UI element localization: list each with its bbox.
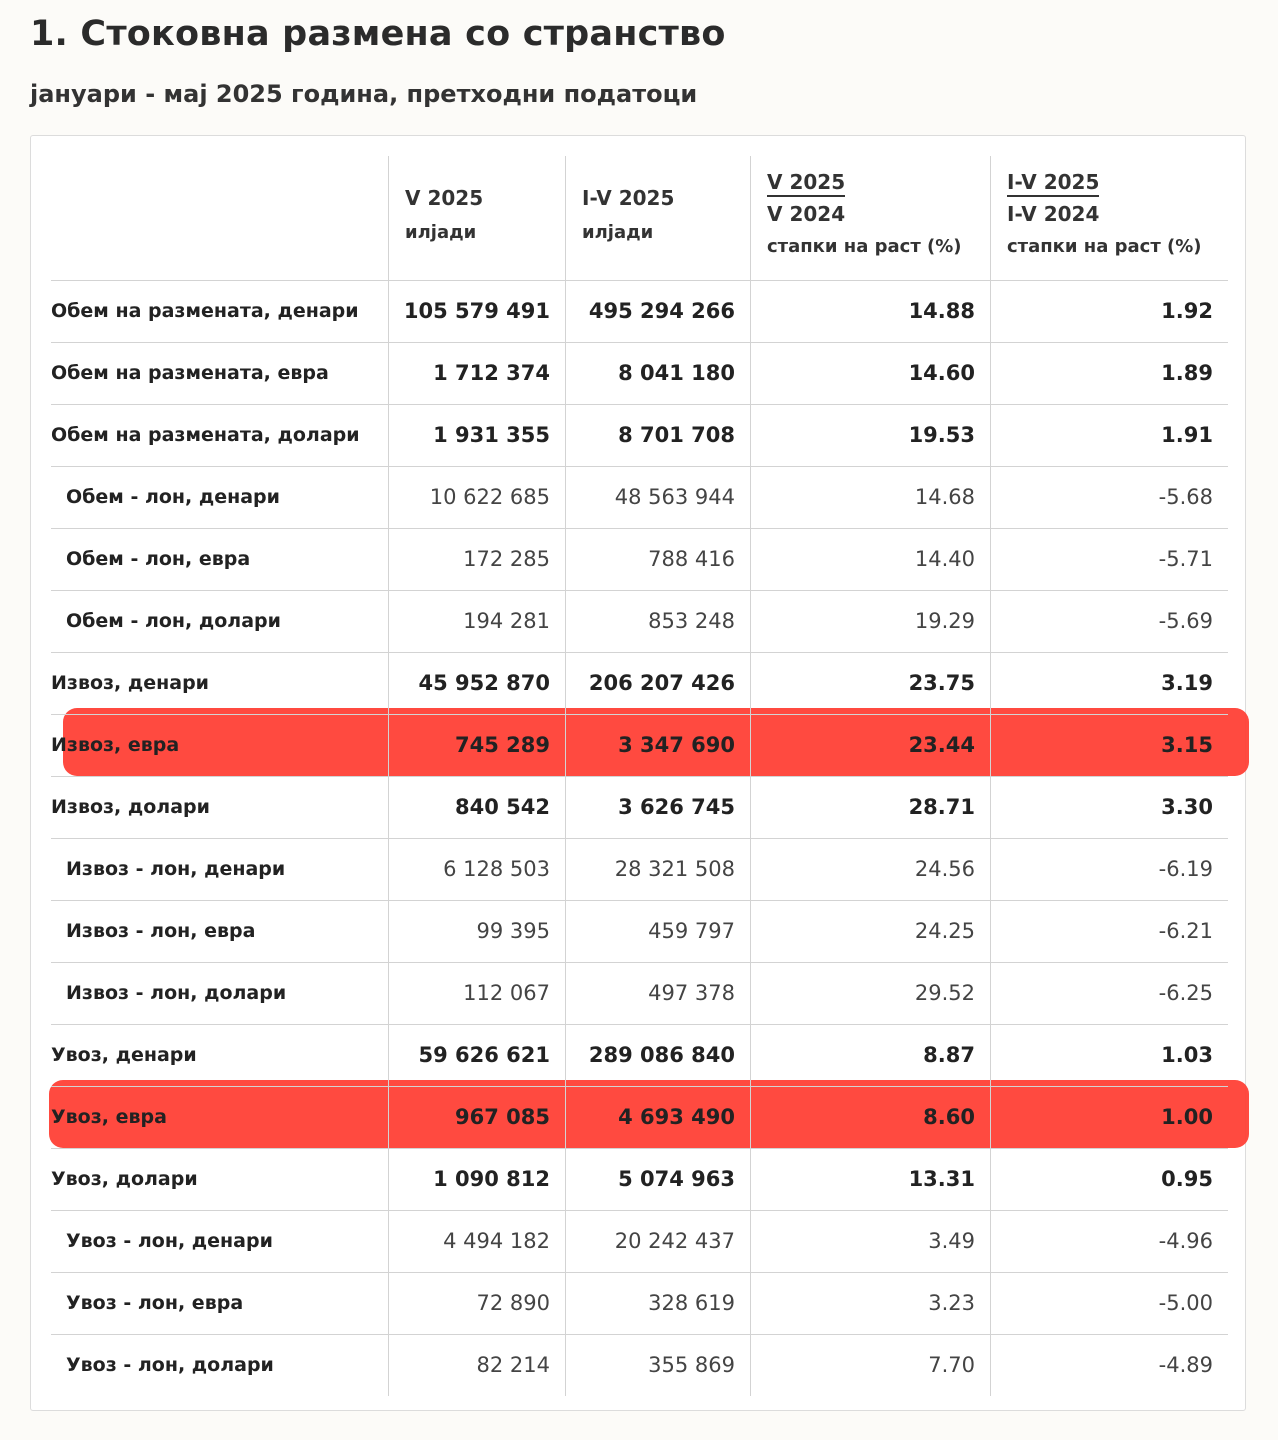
cell-growth-v: 3.23: [750, 1273, 990, 1334]
cell-growth-v: 19.29: [750, 591, 990, 652]
table-row: [51, 1211, 1228, 1273]
header-growth-v-numerator: V 2025: [767, 170, 845, 197]
cell-growth-v: 14.68: [750, 467, 990, 528]
cell-growth-iv: -6.25: [990, 963, 1228, 1024]
cell-v2025: 1 090 812: [388, 1149, 565, 1210]
cell-growth-iv: 1.92: [990, 281, 1228, 342]
table-card: [30, 135, 1246, 1411]
row-label: Извоз - лон, долари: [66, 982, 287, 1004]
cell-growth-iv: 1.91: [990, 405, 1228, 466]
cell-iv2025: 355 869: [565, 1335, 750, 1396]
cell-growth-v: 14.60: [750, 343, 990, 404]
table-row: [51, 1273, 1228, 1335]
header-empty: [51, 156, 388, 280]
cell-iv2025: 289 086 840: [565, 1025, 750, 1086]
cell-growth-iv: 1.00: [990, 1087, 1228, 1148]
cell-growth-iv: -4.96: [990, 1211, 1228, 1272]
row-label: Увоз, денари: [51, 1044, 197, 1066]
cell-iv2025: 788 416: [565, 529, 750, 590]
cell-v2025: 967 085: [388, 1087, 565, 1148]
cell-iv2025: 28 321 508: [565, 839, 750, 900]
table-row: [51, 529, 1228, 591]
table-row: [51, 1335, 1228, 1396]
row-label: Извоз, евра: [51, 734, 180, 756]
cell-iv2025: 3 347 690: [565, 715, 750, 776]
row-label: Увоз - лон, долари: [66, 1354, 274, 1376]
row-label: Извоз, денари: [51, 672, 209, 694]
cell-growth-iv: 3.30: [990, 777, 1228, 838]
cell-growth-iv: -5.69: [990, 591, 1228, 652]
cell-growth-iv: -5.00: [990, 1273, 1228, 1334]
row-label: Обем на размената, долари: [51, 424, 360, 446]
cell-v2025: 840 542: [388, 777, 565, 838]
cell-v2025: 172 285: [388, 529, 565, 590]
page-title: 1. Стоковна размена со странство: [30, 14, 726, 54]
table-body: [51, 281, 1228, 1396]
cell-growth-v: 14.40: [750, 529, 990, 590]
table-row: [51, 343, 1228, 405]
row-label: Увоз, долари: [51, 1168, 198, 1190]
table-row: [51, 467, 1228, 529]
row-label: Обем - лон, евра: [66, 548, 251, 570]
table-row: [51, 1025, 1228, 1087]
row-label: Извоз - лон, евра: [66, 920, 256, 942]
header-growth-v-denominator: V 2024: [767, 202, 846, 226]
header-iv2025-title: I-V 2025: [582, 186, 675, 210]
cell-growth-v: 8.60: [750, 1087, 990, 1148]
cell-v2025: 1 931 355: [388, 405, 565, 466]
cell-growth-v: 8.87: [750, 1025, 990, 1086]
cell-v2025: 1 712 374: [388, 343, 565, 404]
cell-v2025: 105 579 491: [388, 281, 565, 342]
row-label: Обем - лон, денари: [66, 486, 280, 508]
cell-v2025: 112 067: [388, 963, 565, 1024]
table-row: [51, 653, 1228, 715]
cell-growth-v: 13.31: [750, 1149, 990, 1210]
header-growth-v: [750, 156, 990, 280]
cell-growth-iv: 3.15: [990, 715, 1228, 776]
table-row: [51, 777, 1228, 839]
row-label: Обем на размената, денари: [51, 300, 359, 322]
cell-growth-v: 14.88: [750, 281, 990, 342]
header-growth-v-numerator-wrap: [767, 170, 845, 197]
cell-growth-iv: -5.68: [990, 467, 1228, 528]
table-row: [51, 281, 1228, 343]
cell-v2025: 745 289: [388, 715, 565, 776]
cell-growth-v: 23.75: [750, 653, 990, 714]
table-row: [51, 1149, 1228, 1211]
cell-iv2025: 8 701 708: [565, 405, 750, 466]
table-row: [51, 405, 1228, 467]
cell-growth-iv: 1.03: [990, 1025, 1228, 1086]
cell-iv2025: 48 563 944: [565, 467, 750, 528]
cell-v2025: 6 128 503: [388, 839, 565, 900]
header-v2025-title: V 2025: [405, 186, 484, 210]
cell-growth-iv: -6.19: [990, 839, 1228, 900]
header-growth-iv-numerator: I-V 2025: [1007, 170, 1099, 197]
cell-iv2025: 5 074 963: [565, 1149, 750, 1210]
cell-iv2025: 495 294 266: [565, 281, 750, 342]
cell-v2025: 10 622 685: [388, 467, 565, 528]
cell-iv2025: 853 248: [565, 591, 750, 652]
cell-growth-iv: -5.71: [990, 529, 1228, 590]
table-row: [51, 1087, 1228, 1149]
header-iv2025-unit: илјади: [582, 222, 654, 243]
header-v2025-unit: илјади: [405, 222, 477, 243]
cell-v2025: 4 494 182: [388, 1211, 565, 1272]
header-iv2025: [565, 156, 750, 280]
cell-iv2025: 328 619: [565, 1273, 750, 1334]
trade-table: [51, 156, 1228, 1396]
cell-growth-v: 3.49: [750, 1211, 990, 1272]
cell-v2025: 194 281: [388, 591, 565, 652]
header-growth-iv: [990, 156, 1228, 280]
cell-growth-v: 24.25: [750, 901, 990, 962]
table-row: [51, 839, 1228, 901]
table-header: [51, 156, 1228, 281]
cell-iv2025: 8 041 180: [565, 343, 750, 404]
table-row: [51, 591, 1228, 653]
cell-v2025: 72 890: [388, 1273, 565, 1334]
cell-growth-iv: -4.89: [990, 1335, 1228, 1396]
row-label: Извоз - лон, денари: [66, 858, 286, 880]
cell-iv2025: 206 207 426: [565, 653, 750, 714]
cell-iv2025: 20 242 437: [565, 1211, 750, 1272]
cell-growth-iv: 0.95: [990, 1149, 1228, 1210]
cell-growth-v: 7.70: [750, 1335, 990, 1396]
cell-iv2025: 459 797: [565, 901, 750, 962]
row-label: Обем - лон, долари: [66, 610, 281, 632]
row-label: Увоз - лон, евра: [66, 1292, 244, 1314]
header-growth-iv-denominator: I-V 2024: [1007, 202, 1100, 226]
table-row: [51, 963, 1228, 1025]
cell-v2025: 45 952 870: [388, 653, 565, 714]
cell-growth-v: 19.53: [750, 405, 990, 466]
cell-v2025: 59 626 621: [388, 1025, 565, 1086]
header-growth-iv-numerator-wrap: [1007, 170, 1099, 197]
cell-growth-v: 29.52: [750, 963, 990, 1024]
row-label: Увоз - лон, денари: [66, 1230, 273, 1252]
cell-growth-iv: 3.19: [990, 653, 1228, 714]
header-growth-v-unit: стапки на раст (%): [767, 236, 962, 257]
cell-v2025: 99 395: [388, 901, 565, 962]
cell-growth-v: 24.56: [750, 839, 990, 900]
cell-growth-iv: -6.21: [990, 901, 1228, 962]
row-label: Извоз, долари: [51, 796, 210, 818]
cell-growth-iv: 1.89: [990, 343, 1228, 404]
table-row: [51, 901, 1228, 963]
cell-growth-v: 23.44: [750, 715, 990, 776]
cell-v2025: 82 214: [388, 1335, 565, 1396]
row-label: Обем на размената, евра: [51, 362, 329, 384]
header-v2025: [388, 156, 565, 280]
cell-growth-v: 28.71: [750, 777, 990, 838]
header-growth-iv-unit: стапки на раст (%): [1007, 236, 1202, 257]
row-label: Увоз, евра: [51, 1106, 167, 1128]
cell-iv2025: 497 378: [565, 963, 750, 1024]
page-subtitle: јануари - мај 2025 година, претходни податоци: [30, 80, 698, 108]
table-row: [51, 715, 1228, 777]
cell-iv2025: 4 693 490: [565, 1087, 750, 1148]
cell-iv2025: 3 626 745: [565, 777, 750, 838]
